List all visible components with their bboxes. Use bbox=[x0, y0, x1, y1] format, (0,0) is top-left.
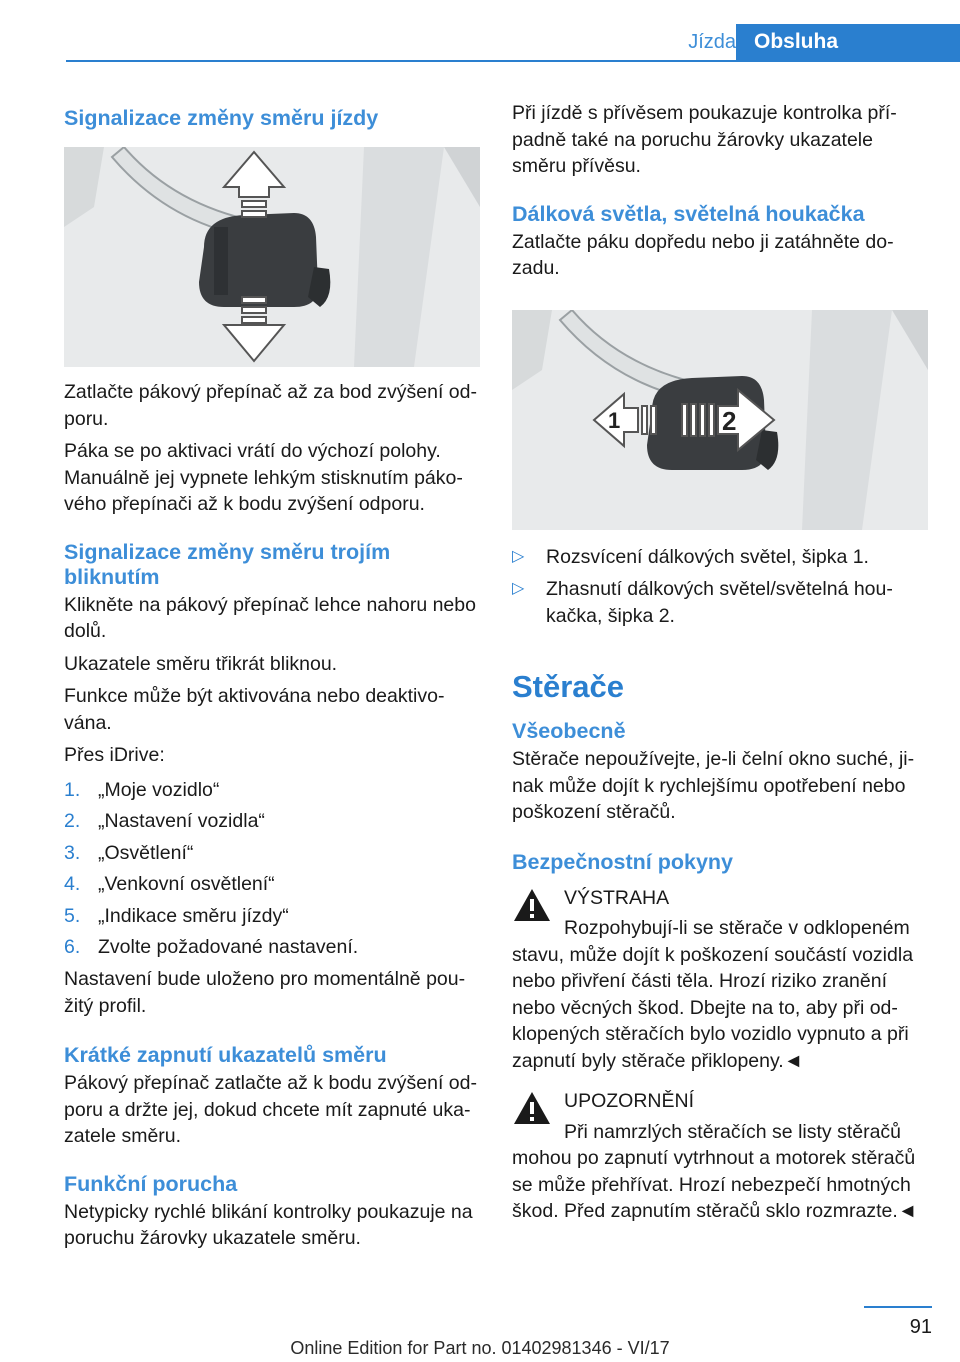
edition-footer: Online Edition for Part no. 01402981346 - VI/17 bbox=[290, 1338, 670, 1358]
heading-general: Všeobecně bbox=[512, 719, 626, 743]
list-item bbox=[64, 934, 480, 966]
bullet-text: Rozsvícení dálkových světel, šipka 1. bbox=[546, 545, 869, 568]
text-function-toggle: Funkce může být aktivována nebo deaktivo-vána. bbox=[64, 685, 445, 734]
right-column bbox=[512, 100, 932, 1225]
caution-body: mohou po zapnutí vytrhnout a motorek stěračů se může přehřívat. Hrozí nebezpečí hmotných škod. Před zapnutím stěračů sklo rozmrazte.◄ bbox=[512, 1147, 918, 1222]
warning-block bbox=[512, 885, 932, 1075]
text-general-wipers: Stěrače nepoužívejte, je-li čelní okno suché, ji-nak může dojít k rychlejšímu opotřebení nebo poškození stěračů. bbox=[512, 748, 915, 823]
list-item bbox=[64, 840, 480, 872]
step-number: 1. bbox=[64, 778, 81, 801]
caution-triangle-icon bbox=[512, 1090, 552, 1126]
warning-body: stavu, může dojít k poškození součástí vozidla nebo přivření části těla. Hrozí riziko zranění nebo věcných škod. Dbejte na to, aby při od-klopených stěračích bylo vozidlo vypnuto a při zapnutí byly stěrače přiklopeny.◄ bbox=[512, 943, 914, 1072]
text-push-pull-lever: Zatlačte páku dopředu nebo ji zatáhněte do-zadu. bbox=[512, 230, 894, 279]
heading-wipers: Stěrače bbox=[512, 669, 625, 704]
text-fast-blink: Netypicky rychlé blikání kontrolky poukazuje na poruchu žárovky ukazatele směru. bbox=[64, 1200, 473, 1250]
text-saved-profile: Nastavení bude uloženo pro momentálně pou-žitý profil. bbox=[64, 968, 466, 1017]
text-via-idrive: Přes iDrive: bbox=[64, 744, 165, 766]
triangle-bullet-icon: ▷ bbox=[512, 547, 525, 565]
step-number: 5. bbox=[64, 904, 81, 927]
caution-lead: Při namrzlých stěračích se listy stěračů bbox=[564, 1120, 902, 1143]
text-push-lever: Zatlačte pákový přepínač až za bod zvýšení od-poru. bbox=[64, 381, 477, 430]
caution-block bbox=[512, 1088, 932, 1225]
high-beam-illustration bbox=[512, 310, 928, 530]
idrive-steps bbox=[64, 777, 480, 967]
heading-triple-blink: Signalizace změny směru trojím bliknutím bbox=[64, 539, 391, 589]
turn-lever-illustration bbox=[64, 147, 480, 367]
list-item bbox=[64, 903, 480, 935]
list-item bbox=[512, 576, 932, 629]
step-text: „Nastavení vozidla“ bbox=[98, 810, 265, 833]
step-text: „Moje vozidlo“ bbox=[98, 778, 220, 801]
list-item bbox=[512, 544, 932, 571]
text-click-lever: Klikněte na pákový přepínač lehce nahoru nebo dolů. bbox=[64, 593, 476, 642]
heading-malfunction: Funkční porucha bbox=[64, 1171, 238, 1196]
arrow-2-label: 2 bbox=[722, 405, 737, 436]
heading-short-signal: Krátké zapnutí ukazatelů směru bbox=[64, 1043, 387, 1068]
page-header bbox=[0, 0, 960, 62]
triangle-bullet-icon: ▷ bbox=[512, 580, 525, 597]
chapter-tab: Obsluha bbox=[736, 24, 960, 60]
heading-high-beam: Dálková světla, světelná houkačka bbox=[512, 201, 865, 226]
step-text: „Osvětlení“ bbox=[98, 841, 194, 864]
figure-high-beam-lever bbox=[512, 310, 928, 530]
step-number: 2. bbox=[64, 810, 81, 833]
left-column bbox=[64, 100, 480, 1252]
step-number: 6. bbox=[64, 936, 81, 959]
figure-turn-lever bbox=[64, 147, 480, 367]
heading-safety: Bezpečnostní pokyny bbox=[512, 849, 734, 874]
page-number: 91 bbox=[909, 1316, 932, 1338]
warning-lead: Rozpohybují-li se stěrače v odklopeném bbox=[564, 917, 910, 939]
caution-title: UPOZORNĚNÍ bbox=[564, 1090, 695, 1112]
step-number: 4. bbox=[64, 873, 81, 896]
list-item bbox=[64, 808, 480, 840]
text-hold-lever: Pákový přepínač zatlačte až k bodu zvýšení od-poru a držte jej, dokud chcete mít zapnuté uka-zatele směru. bbox=[64, 1072, 477, 1148]
warning-title: VÝSTRAHA bbox=[564, 886, 670, 909]
warning-triangle-icon bbox=[512, 887, 552, 923]
section-tab: Jízda bbox=[688, 31, 736, 53]
page-number-rule bbox=[864, 1306, 932, 1308]
step-number: 3. bbox=[64, 841, 81, 864]
text-trailer-indicator: Při jízdě s přívěsem poukazuje kontrolka pří-padně také na poruchu žárovky ukazatele směru přívěsu. bbox=[512, 102, 897, 177]
bullet-text: Zhasnutí dálkových světel/světelná hou-kačka, šipka 2. bbox=[546, 578, 893, 627]
text-blink-three: Ukazatele směru třikrát bliknou. bbox=[64, 652, 338, 675]
step-text: Zvolte požadované nastavení. bbox=[98, 936, 359, 959]
high-beam-list bbox=[512, 544, 932, 630]
arrow-1-label: 1 bbox=[608, 407, 621, 433]
step-text: „Venkovní osvětlení“ bbox=[98, 873, 275, 896]
heading-turn-signal: Signalizace změny směru jízdy bbox=[64, 106, 379, 130]
step-text: „Indikace směru jízdy“ bbox=[98, 904, 289, 927]
list-item bbox=[64, 777, 480, 809]
list-item bbox=[64, 871, 480, 903]
text-lever-returns: Páka se po aktivaci vrátí do výchozí polohy. Manuálně jej vypnete lehkým stisknutím páko-vého přepínači až k bodu zvýšení odporu. bbox=[64, 440, 463, 515]
header-rule bbox=[66, 60, 960, 62]
